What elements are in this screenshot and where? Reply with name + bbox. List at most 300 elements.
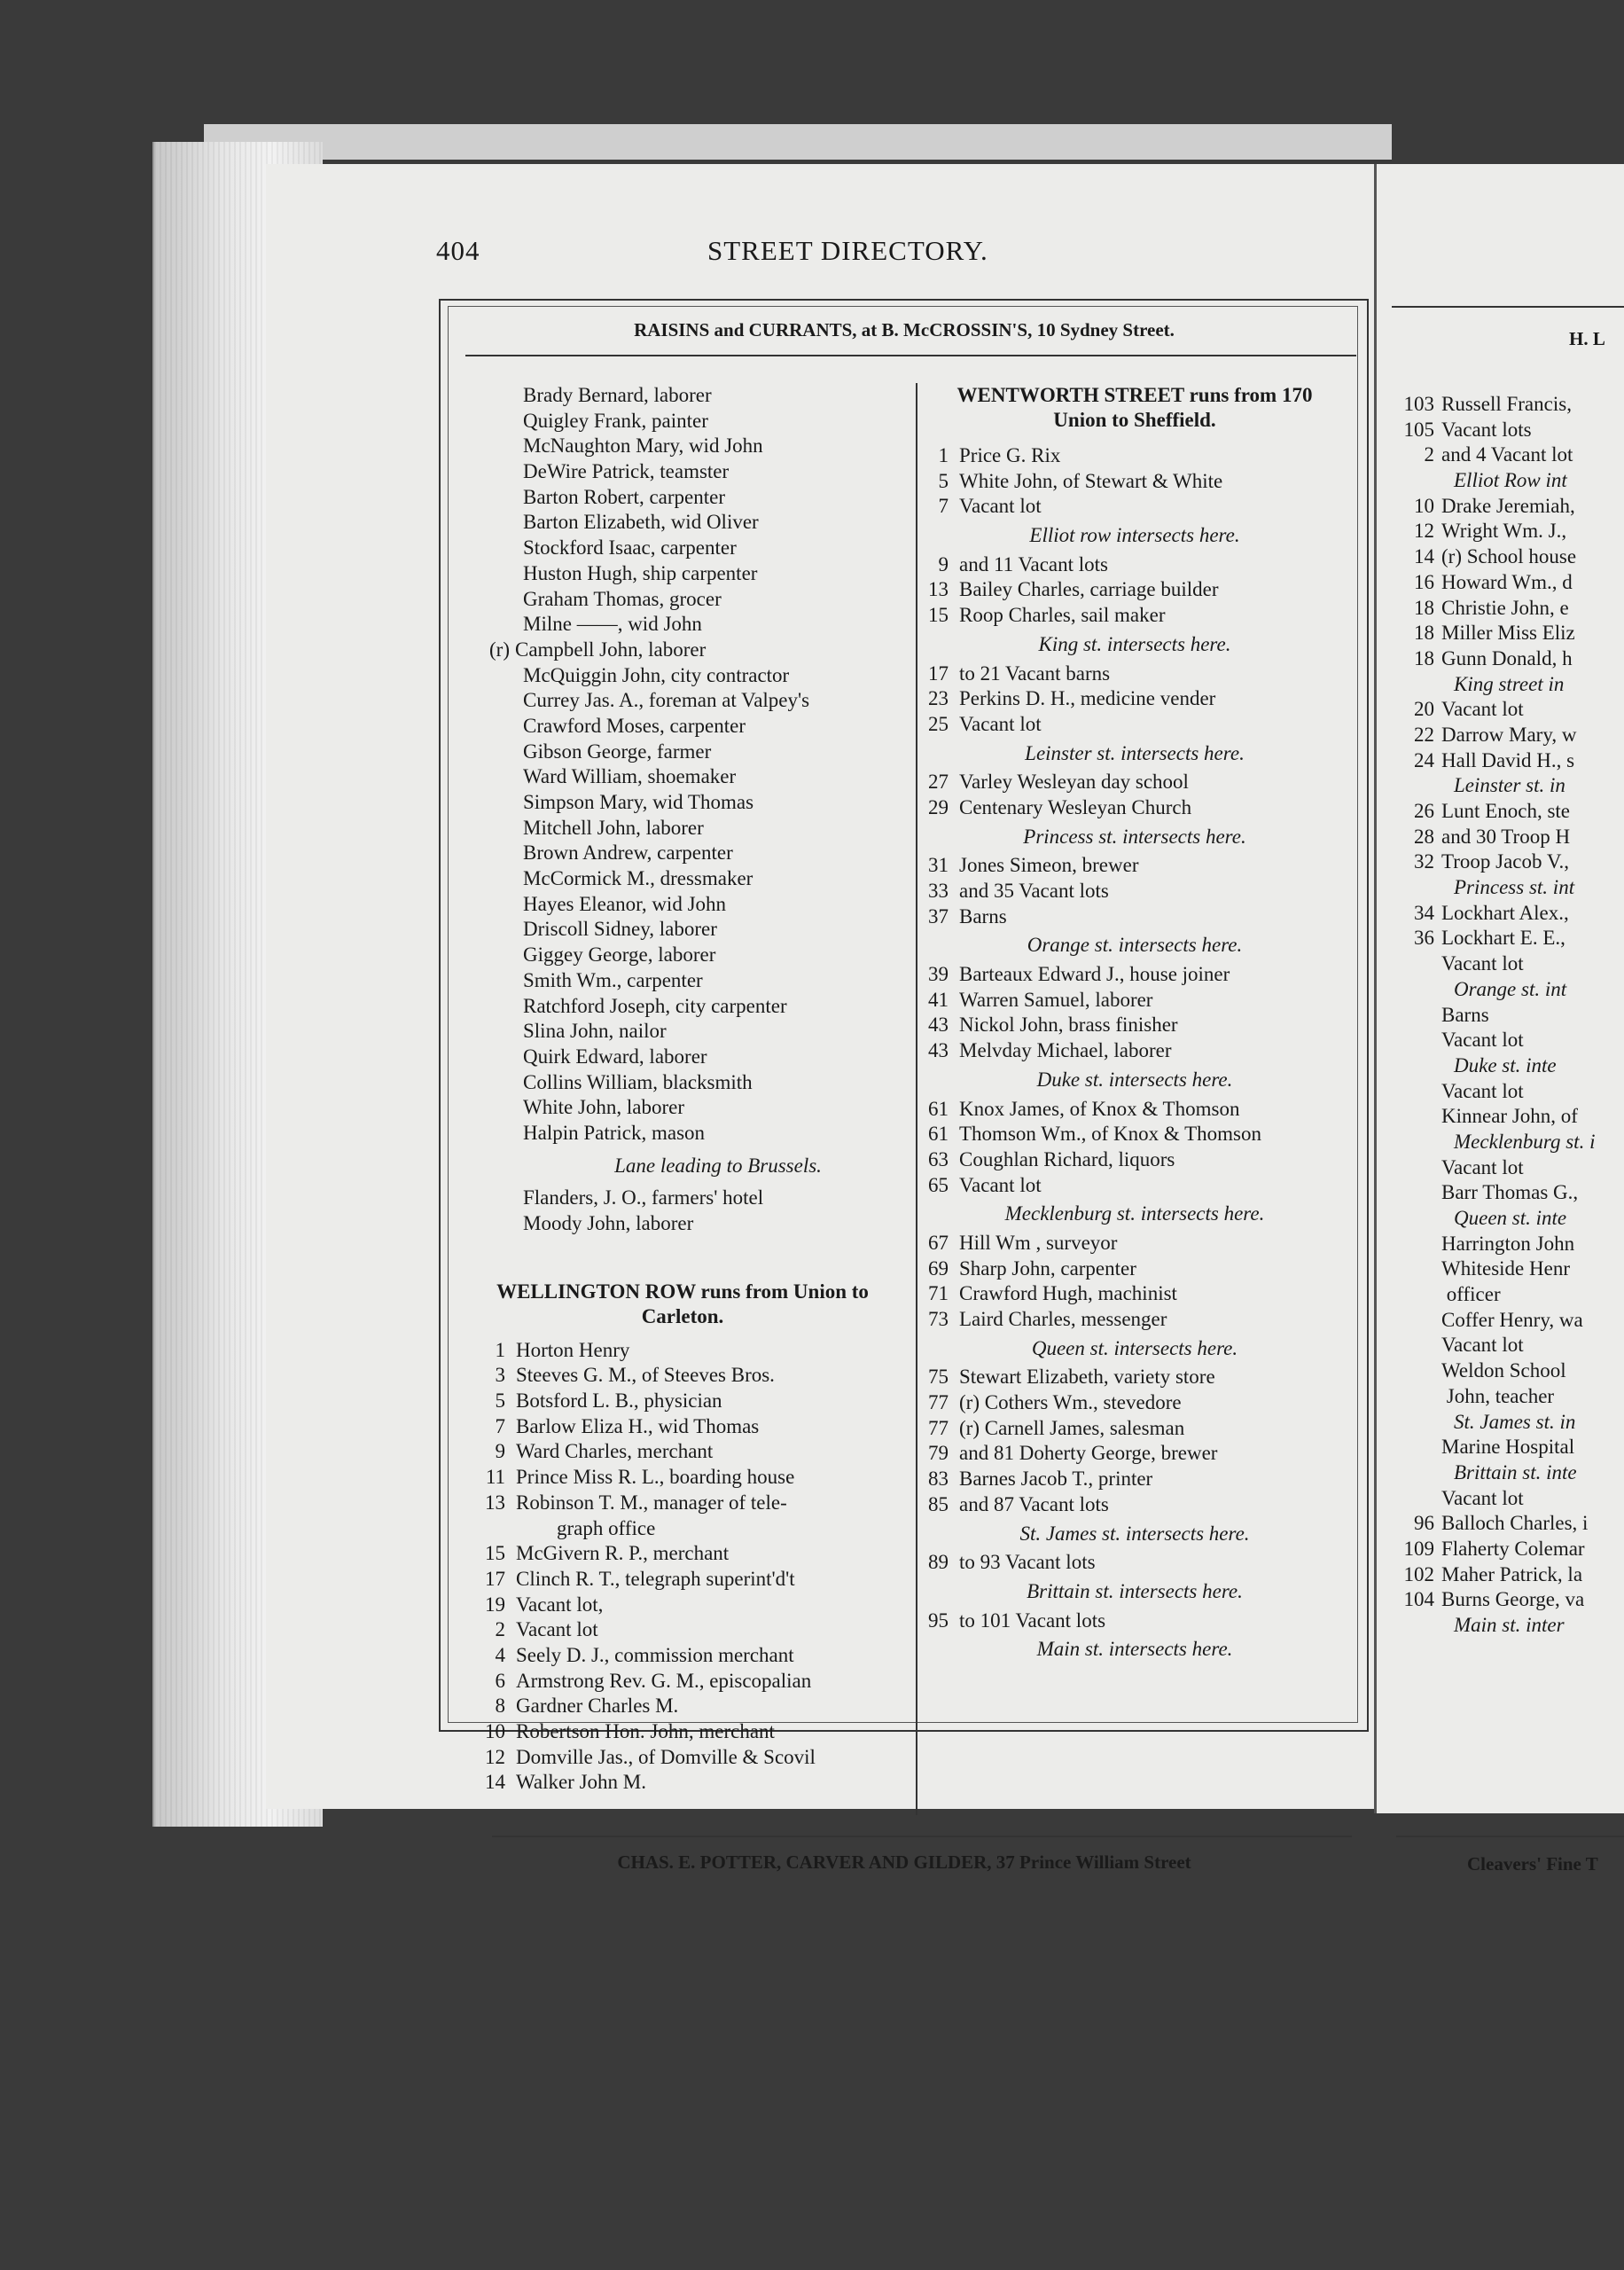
entry-text: Whiteside Henr [1441, 1257, 1570, 1280]
page-header [436, 235, 1323, 270]
house-number: 1 [938, 444, 949, 466]
house-number: 18 [1414, 596, 1434, 619]
house-number: 67 [928, 1231, 949, 1254]
house-number: 96 [1414, 1512, 1434, 1535]
entry-text: Barlow Eliza H., wid Thomas [516, 1414, 760, 1437]
directory-entry [523, 561, 913, 587]
directory-entry [523, 434, 913, 459]
directory-entry [485, 1465, 913, 1491]
house-number: 4 [495, 1643, 505, 1666]
entry-text: Driscoll Sidney, laborer [523, 918, 717, 941]
entry-text: Kinnear John, of [1441, 1105, 1578, 1128]
entry-text: Lockhart Alex., [1441, 901, 1569, 924]
entry-text: Walker John M. [516, 1771, 646, 1794]
entry-text: Smith Wm., carpenter [523, 968, 703, 991]
directory-entry [485, 1770, 913, 1796]
directory-entry [1401, 1180, 1624, 1206]
left-column [485, 383, 913, 1796]
directory-entry [922, 1609, 1347, 1634]
house-number: 16 [1414, 570, 1434, 593]
directory-entry [922, 443, 1347, 469]
directory-entry [523, 1070, 913, 1096]
house-number: 71 [928, 1282, 949, 1305]
directory-entry [1401, 825, 1624, 850]
intersection-note: Orange st. int [1454, 977, 1567, 1000]
house-number: 31 [928, 854, 949, 877]
entry-text: Vacant lot [516, 1618, 598, 1641]
directory-entry [922, 795, 1347, 821]
entry-text: Armstrong Rev. G. M., episcopalian [516, 1669, 812, 1692]
intersection-note: Mecklenburg st. intersects here. [1004, 1202, 1265, 1225]
house-number: 22 [1414, 723, 1434, 746]
entry-text: Horton Henry [516, 1338, 630, 1361]
intersection-note: Queen st. intersects here. [1031, 1336, 1238, 1359]
directory-entry [922, 988, 1347, 1014]
entry-text: Campbell John, laborer [514, 638, 707, 661]
entry-text: Stewart Elizabeth, variety store [959, 1366, 1215, 1389]
directory-entry [922, 1441, 1347, 1467]
entry-text: Bailey Charles, carriage builder [959, 578, 1219, 601]
entry-text: Currey Jas. A., foreman at Valpey's [523, 689, 810, 712]
directory-entry [1401, 596, 1624, 622]
entry-text: Nickol John, brass finisher [959, 1014, 1178, 1037]
intersection-note: Mecklenburg st. i [1454, 1130, 1596, 1153]
house-number: 89 [928, 1551, 949, 1574]
directory-entry [485, 1745, 913, 1771]
directory-entry [523, 892, 913, 918]
entry-text: Huston Hugh, ship carpenter [523, 561, 758, 584]
house-number: 7 [495, 1414, 505, 1437]
entry-text: Gardner Charles M. [516, 1695, 679, 1718]
entry-text: and 4 Vacant lot [1441, 443, 1573, 466]
street-heading [922, 383, 1347, 433]
house-number: 77 [928, 1416, 949, 1439]
intersection-note: King street in [1454, 672, 1565, 695]
house-number: 26 [1414, 800, 1434, 822]
entry-text: John, teacher [1441, 1384, 1555, 1407]
entry-text: Drake Jeremiah, [1441, 494, 1575, 517]
house-number: 5 [495, 1389, 505, 1413]
entry-text: Crawford Moses, carpenter [523, 714, 746, 737]
entry-text: Brady Bernard, laborer [523, 384, 712, 406]
entry-text: Vacant lot [1441, 1155, 1524, 1178]
entry-text: Wright Wm. J., [1441, 520, 1567, 543]
directory-entry [1401, 748, 1624, 774]
house-number: 61 [928, 1123, 949, 1146]
directory-entry [1401, 1282, 1624, 1308]
directory-entry [922, 1231, 1347, 1256]
directory-entry [1401, 1562, 1624, 1588]
intersection-note: Duke st. inte [1454, 1053, 1557, 1076]
directory-entry [922, 962, 1347, 988]
house-number: 19 [485, 1593, 505, 1616]
entry-text: Knox James, of Knox & Thomson [959, 1097, 1240, 1120]
directory-entry [523, 1019, 913, 1045]
directory-entry [922, 1365, 1347, 1390]
directory-entry [922, 1492, 1347, 1518]
entry-text: White John, laborer [523, 1096, 685, 1119]
directory-entry [1401, 926, 1624, 951]
house-number: 10 [1414, 494, 1434, 517]
directory-entry [1401, 1587, 1624, 1613]
directory-entry [922, 1013, 1347, 1038]
directory-entry [523, 917, 913, 943]
directory-entry [1401, 1104, 1624, 1130]
entry-text: Giggey George, laborer [523, 943, 716, 967]
house-number: 28 [1414, 825, 1434, 848]
directory-entry [1401, 1256, 1624, 1282]
house-number: 79 [928, 1442, 949, 1465]
directory-entry [922, 904, 1347, 930]
intersection-note: Queen st. inte [1454, 1207, 1567, 1229]
entry-text: graph office [557, 1516, 656, 1539]
house-number: 39 [928, 963, 949, 986]
entry-text: Barns [1441, 1003, 1489, 1026]
directory-entry [523, 764, 913, 790]
spacer [523, 1329, 913, 1338]
house-number: 29 [928, 795, 949, 818]
spacer [922, 433, 1347, 443]
facing-page-top-rule [1392, 306, 1624, 308]
entry-text: Lunt Enoch, ste [1441, 800, 1570, 822]
facing-page-footer: Cleavers' Fine T [1467, 1853, 1598, 1875]
directory-entry [1401, 1028, 1624, 1053]
directory-entry [523, 1045, 913, 1070]
directory-entry [1401, 1486, 1624, 1512]
directory-entry [523, 688, 913, 714]
directory-entry [523, 994, 913, 1020]
entry-text: Robertson Hon. John, merchant [516, 1720, 775, 1742]
directory-entry [922, 1097, 1347, 1123]
entry-text: Barton Robert, carpenter [523, 485, 725, 508]
house-number: 27 [928, 771, 949, 794]
house-number: 83 [928, 1468, 949, 1491]
house-number: 63 [928, 1147, 949, 1170]
house-number: 14 [485, 1771, 505, 1794]
directory-entry [1401, 1358, 1624, 1384]
entry-text: and 35 Vacant lots [959, 880, 1109, 902]
directory-entry [495, 1669, 913, 1695]
street-heading-line: WENTWORTH STREET runs from 170 [956, 384, 1313, 406]
entry-text: McQuiggin John, city contractor [523, 663, 790, 686]
directory-entry [495, 1389, 913, 1414]
entry-text: Vacant lot [1441, 1079, 1524, 1102]
house-number: (r) [489, 638, 510, 661]
bottom-advertisement: CHAS. E. POTTER, CARVER AND GILDER, 37 Prince William Street [617, 1851, 1191, 1873]
directory-entry [922, 1147, 1347, 1173]
directory-entry [523, 1186, 913, 1211]
directory-entry [1401, 519, 1624, 544]
directory-entry [485, 1541, 913, 1567]
entry-text: Clinch R. T., telegraph superint'd't [516, 1567, 795, 1590]
house-number: 13 [485, 1491, 505, 1514]
entry-text: Quirk Edward, laborer [523, 1045, 707, 1068]
directory-entry [922, 686, 1347, 712]
spacer [523, 1147, 913, 1154]
directory-entry [523, 790, 913, 816]
entry-text: White John, of Stewart & White [959, 469, 1223, 492]
book-top-edge [204, 124, 1392, 160]
entry-text: (r) School house [1441, 545, 1577, 568]
entry-text: Hall David H., s [1441, 748, 1575, 771]
middle-column [922, 383, 1347, 1666]
directory-entry [495, 1439, 913, 1465]
directory-entry [523, 968, 913, 994]
entry-text: Coffer Henry, wa [1441, 1308, 1583, 1331]
facing-page-column [1401, 392, 1624, 1639]
directory-entry [922, 1281, 1347, 1307]
directory-entry [489, 638, 913, 663]
house-number: 69 [928, 1256, 949, 1280]
entry-text: Flaherty Colemar [1441, 1537, 1585, 1560]
entry-text: McGivern R. P., merchant [516, 1542, 730, 1565]
directory-entry [1401, 1333, 1624, 1358]
entry-text: Melvday Michael, laborer [959, 1039, 1172, 1062]
directory-entry [922, 469, 1347, 495]
intersection-note: Main st. inter [1454, 1614, 1565, 1636]
entry-text: Jones Simeon, brewer [959, 854, 1139, 877]
entry-text: Christie John, e [1441, 596, 1569, 619]
house-number: 109 [1403, 1537, 1434, 1560]
directory-entry [922, 770, 1347, 795]
directory-entry [523, 816, 913, 841]
entry-text: Hill Wm , surveyor [959, 1231, 1118, 1254]
entry-text: Prince Miss R. L., boarding house [516, 1466, 795, 1489]
directory-entry [1401, 1435, 1624, 1460]
house-number: 24 [1414, 748, 1434, 771]
directory-entry [495, 1617, 913, 1643]
entry-text: Flanders, J. O., farmers' hotel [523, 1186, 764, 1209]
entry-text: Harrington John [1441, 1232, 1575, 1255]
facing-page-header: H. L [1569, 328, 1605, 349]
entry-text: Burns George, va [1441, 1588, 1585, 1611]
house-number: 41 [928, 988, 949, 1011]
directory-entry [922, 577, 1347, 603]
directory-entry [1401, 1232, 1624, 1257]
entry-text: Howard Wm., d [1441, 570, 1573, 593]
spacer [523, 1178, 913, 1186]
entry-text: Warren Samuel, laborer [959, 988, 1153, 1011]
entry-text: to 101 Vacant lots [959, 1609, 1106, 1632]
directory-entry [523, 1516, 913, 1542]
directory-entry [485, 1567, 913, 1593]
entry-text: Barns [959, 904, 1007, 928]
entry-text: Botsford L. B., physician [516, 1389, 722, 1413]
intersection-note: Brittain st. intersects here. [1027, 1579, 1243, 1602]
entry-text: and 11 Vacant lots [959, 552, 1108, 575]
directory-entry [1401, 697, 1624, 723]
entry-text: Miller Miss Eliz [1441, 622, 1575, 645]
house-number: 23 [928, 687, 949, 710]
entry-text: and 87 Vacant lots [959, 1492, 1109, 1515]
street-heading [470, 1280, 895, 1329]
entry-text: Steeves G. M., of Steeves Bros. [516, 1364, 775, 1387]
directory-entry [495, 1694, 913, 1719]
directory-entry [523, 740, 913, 765]
directory-entry [922, 661, 1347, 687]
entry-text: Lockhart E. E., [1441, 927, 1565, 950]
entry-text: Coughlan Richard, liquors [959, 1147, 1175, 1170]
house-number: 34 [1414, 901, 1434, 924]
entry-text: Troop Jacob V., [1441, 850, 1569, 873]
directory-entry [922, 879, 1347, 904]
house-number: 9 [495, 1440, 505, 1463]
intersection-note: Duke st. intersects here. [1036, 1068, 1233, 1091]
directory-entry [1401, 442, 1624, 468]
entry-text: Laird Charles, messenger [959, 1308, 1167, 1330]
house-number: 13 [928, 578, 949, 601]
entry-text: Barton Elizabeth, wid Oliver [523, 511, 759, 534]
entry-text: Vacant lot [959, 495, 1042, 518]
street-heading-line: Union to Sheffield. [1053, 409, 1216, 431]
entry-text: to 93 Vacant lots [959, 1551, 1096, 1574]
directory-entry [922, 1122, 1347, 1147]
entry-text: Vacant lot, [516, 1593, 604, 1616]
entry-text: Vacant lot [1441, 1029, 1524, 1052]
entry-text: Vacant lot [959, 1173, 1042, 1196]
house-number: 15 [485, 1542, 505, 1565]
house-number: 73 [928, 1308, 949, 1330]
entry-text: Vacant lot [1441, 952, 1524, 975]
directory-entry [1401, 418, 1624, 443]
directory-entry [922, 1467, 1347, 1492]
top-rule [465, 355, 1356, 356]
directory-entry [922, 1307, 1347, 1333]
entry-text: Vacant lot [1441, 698, 1524, 721]
house-number: 75 [928, 1366, 949, 1389]
intersection-note: Leinster st. intersects here. [1025, 741, 1245, 764]
spacer [922, 1663, 1347, 1666]
entry-text: Mitchell John, laborer [523, 816, 704, 839]
directory-entry [523, 485, 913, 511]
entry-text: (r) Carnell James, salesman [959, 1416, 1185, 1439]
entry-text: Crawford Hugh, machinist [959, 1282, 1177, 1305]
directory-entry [922, 1390, 1347, 1416]
entry-text: Stockford Isaac, carpenter [523, 536, 737, 560]
house-number: 85 [928, 1492, 949, 1515]
house-number: 14 [1414, 545, 1434, 568]
entry-text: Ward William, shoemaker [523, 765, 737, 788]
entry-text: Domville Jas., of Domville & Scovil [516, 1745, 816, 1768]
house-number: 15 [928, 604, 949, 627]
directory-entry [485, 1719, 913, 1745]
entry-text: Marine Hospital [1441, 1436, 1575, 1459]
house-number: 1 [495, 1338, 505, 1361]
entry-text: Vacant lot [959, 712, 1042, 735]
house-number: 9 [938, 552, 949, 575]
entry-text: Graham Thomas, grocer [523, 587, 722, 610]
directory-entry [523, 536, 913, 561]
house-number: 5 [938, 469, 949, 492]
directory-entry [922, 603, 1347, 629]
column-divider [916, 383, 917, 1815]
directory-entry [1401, 1511, 1624, 1537]
entry-text: DeWire Patrick, teamster [523, 460, 730, 483]
entry-text: Robinson T. M., manager of tele- [516, 1491, 787, 1514]
house-number: 6 [495, 1669, 505, 1692]
directory-entry [523, 866, 913, 892]
house-number: 43 [928, 1014, 949, 1037]
intersection-note: St. James st. intersects here. [1019, 1522, 1250, 1545]
intersection-note: King st. intersects here. [1038, 632, 1231, 655]
entry-text: Perkins D. H., medicine vender [959, 687, 1216, 710]
house-number: 43 [928, 1039, 949, 1062]
intersection-note: Elliot row intersects here. [1029, 524, 1240, 547]
entry-text: Collins William, blacksmith [523, 1070, 753, 1093]
entry-text: Vacant lots [1441, 418, 1532, 441]
house-number: 36 [1414, 927, 1434, 950]
house-number: 20 [1414, 698, 1434, 721]
directory-entry [523, 1095, 913, 1121]
directory-entry [523, 1211, 913, 1237]
intersection-note: Princess st. int [1454, 876, 1575, 899]
entry-text: McNaughton Mary, wid John [523, 434, 763, 458]
house-number: 65 [928, 1173, 949, 1196]
directory-entry [1401, 1384, 1624, 1410]
directory-entry [523, 1121, 913, 1147]
directory-entry [922, 853, 1347, 879]
entry-text: Darrow Mary, w [1441, 723, 1577, 746]
directory-entry [1401, 799, 1624, 825]
directory-entry [495, 1414, 913, 1440]
directory-entry [922, 1038, 1347, 1064]
directory-entry [523, 409, 913, 434]
house-number: 33 [928, 880, 949, 902]
intersection-note: St. James st. in [1454, 1410, 1576, 1433]
house-number: 32 [1414, 850, 1434, 873]
directory-entry [523, 459, 913, 485]
directory-entry [922, 494, 1347, 520]
house-number: 95 [928, 1609, 949, 1632]
top-advertisement: RAISINS and CURRANTS, at B. McCROSSIN'S, 10 Sydney Street. [634, 319, 1175, 340]
intersection-note: Elliot Row int [1454, 469, 1567, 492]
intersection-note: Brittain st. inte [1454, 1460, 1577, 1483]
entry-text: McCormick M., dressmaker [523, 867, 753, 890]
entry-text: Simpson Mary, wid Thomas [523, 791, 754, 813]
entry-text: (r) Cothers Wm., stevedore [959, 1391, 1182, 1414]
directory-entry [495, 1338, 913, 1364]
entry-text: Varley Wesleyan day school [959, 771, 1189, 794]
house-number: 7 [938, 495, 949, 518]
directory-entry [1401, 901, 1624, 927]
entry-text: Barteaux Edward J., house joiner [959, 963, 1230, 986]
entry-text: Centenary Wesleyan Church [959, 795, 1192, 818]
entry-text: Gibson George, farmer [523, 740, 712, 763]
entry-text: Quigley Frank, painter [523, 409, 708, 432]
house-number: 18 [1414, 622, 1434, 645]
directory-entry [1401, 646, 1624, 672]
entry-text: and 81 Doherty George, brewer [959, 1442, 1218, 1465]
house-number: 2 [495, 1618, 505, 1641]
entry-text: Sharp John, carpenter [959, 1256, 1136, 1280]
facing-page-bottom-rule [1396, 1836, 1624, 1837]
intersection-note: Princess st. intersects here. [1023, 825, 1246, 848]
directory-entry [922, 712, 1347, 738]
house-number: 3 [495, 1364, 505, 1387]
directory-entry [1401, 1079, 1624, 1105]
house-number: 17 [485, 1567, 505, 1590]
house-number: 18 [1414, 646, 1434, 669]
directory-entry [1401, 1003, 1624, 1029]
entry-text: to 21 Vacant barns [959, 661, 1111, 685]
directory-entry [523, 587, 913, 613]
directory-entry [523, 663, 913, 689]
entry-text: Halpin Patrick, mason [523, 1121, 706, 1144]
directory-entry [1401, 494, 1624, 520]
entry-text: Ratchford Joseph, city carpenter [523, 994, 787, 1017]
directory-entry [495, 1363, 913, 1389]
directory-entry [523, 510, 913, 536]
